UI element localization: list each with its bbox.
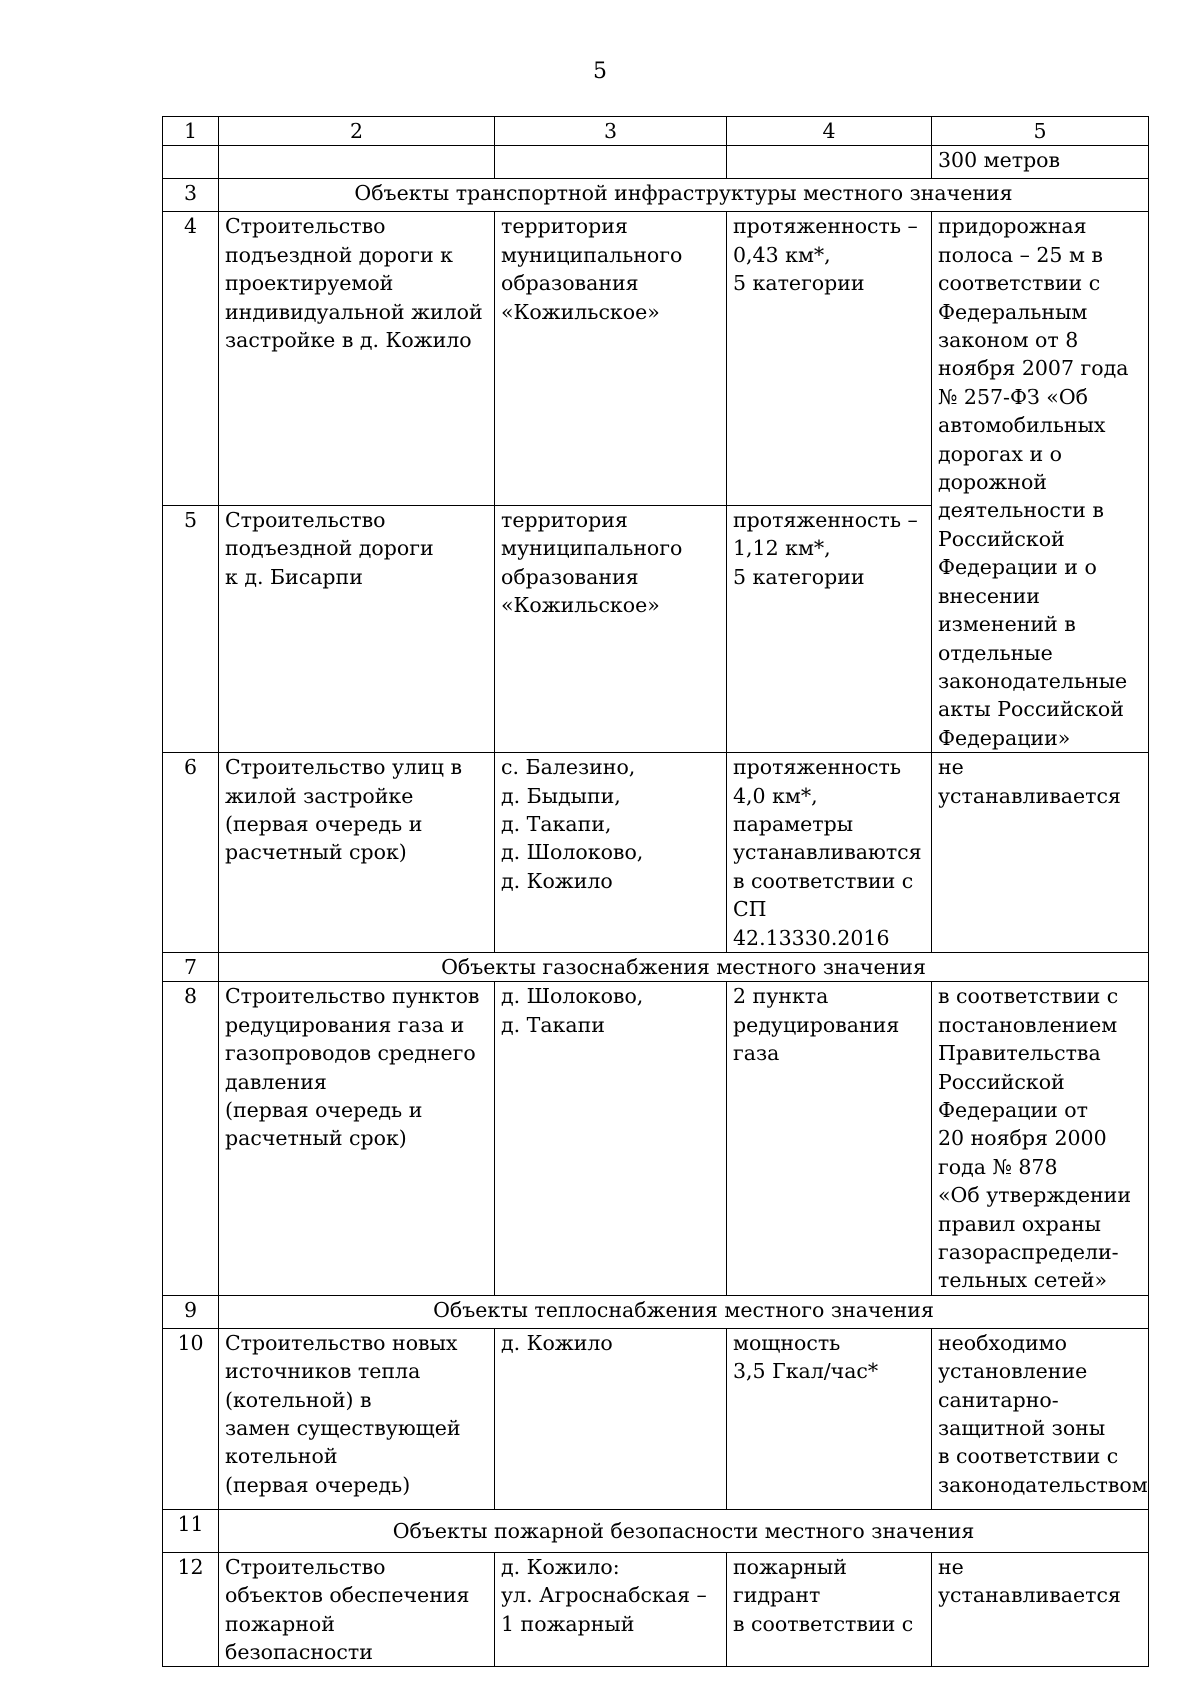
section-title: Объекты транспортной инфраструктуры местного значения — [219, 179, 1149, 212]
table-cell — [495, 146, 727, 179]
row-number: 4 — [163, 212, 219, 505]
section-title: Объекты пожарной безопасности местного значения — [219, 1509, 1149, 1552]
table-cell — [219, 146, 495, 179]
row-number: 11 — [163, 1509, 219, 1552]
parameters-cell: мощность 3,5 Гкал/час* — [727, 1328, 932, 1509]
table-cell — [163, 146, 219, 179]
object-name-cell: Строительство подъездной дороги к проектируемой индивидуальной жилой застройке в д. Кожило — [219, 212, 495, 505]
section-title: Объекты газоснабжения местного значения — [219, 952, 1149, 981]
parameters-cell: пожарный гидрант в соответствии с — [727, 1552, 932, 1667]
section-row-gas — [163, 952, 1149, 981]
zone-cell: в соответствии с постановлением Правительства Российской Федерации от 20 ноября 2000 года № 878 «Об утверждении правил охраны газораспредели- тельных сетей» — [932, 982, 1149, 1295]
row-number: 7 — [163, 952, 219, 981]
column-number-row — [163, 117, 1149, 146]
header-cell: 3 — [495, 117, 727, 146]
row-number: 12 — [163, 1552, 219, 1667]
location-cell: территория муниципального образования «Кожильское» — [495, 505, 727, 752]
header-cell: 4 — [727, 117, 932, 146]
section-row-heat — [163, 1295, 1149, 1328]
location-cell: с. Балезино, д. Быдыпи, д. Такапи, д. Шолоково, д. Кожило — [495, 753, 727, 953]
continuation-row — [163, 146, 1149, 179]
zone-cell: не устанавливается — [932, 1552, 1149, 1667]
page-number: 5 — [593, 59, 607, 84]
table-cell — [727, 146, 932, 179]
row-number: 8 — [163, 982, 219, 1295]
object-name-cell: Строительство новых источников тепла (котельной) в замен существующей котельной (первая очередь) — [219, 1328, 495, 1509]
row-number: 6 — [163, 753, 219, 953]
table-row — [163, 1552, 1149, 1667]
object-name-cell: Строительство объектов обеспечения пожарной безопасности — [219, 1552, 495, 1667]
table-row — [163, 982, 1149, 1295]
parameters-cell: 2 пункта редуцирования газа — [727, 982, 932, 1295]
parameters-cell: протяженность – 0,43 км*, 5 категории — [727, 212, 932, 505]
header-cell: 2 — [219, 117, 495, 146]
object-name-cell: Строительство пунктов редуцирования газа и газопроводов среднего давления (первая очередь и расчетный срок) — [219, 982, 495, 1295]
header-cell: 5 — [932, 117, 1149, 146]
zone-cell: 300 метров — [932, 146, 1149, 179]
table-row — [163, 212, 1149, 505]
section-title: Объекты теплоснабжения местного значения — [219, 1295, 1149, 1328]
object-name-cell: Строительство подъездной дороги к д. Бисарпи — [219, 505, 495, 752]
location-cell: территория муниципального образования «Кожильское» — [495, 212, 727, 505]
object-name-cell: Строительство улиц в жилой застройке (первая очередь и расчетный срок) — [219, 753, 495, 953]
zone-cell: не устанавливается — [932, 753, 1149, 953]
table-row — [163, 1328, 1149, 1509]
header-cell: 1 — [163, 117, 219, 146]
row-number: 10 — [163, 1328, 219, 1509]
location-cell: д. Кожило: ул. Агроснабская – 1 пожарный — [495, 1552, 727, 1667]
parameters-cell: протяженность 4,0 км*, параметры устанавливаются в соответствии с СП 42.13330.2016 — [727, 753, 932, 953]
row-number: 5 — [163, 505, 219, 752]
section-row-fire — [163, 1509, 1149, 1552]
zone-cell: придорожная полоса – 25 м в соответствии с Федеральным законом от 8 ноября 2007 года № 257-ФЗ «Об автомобильных дорогах и о дорожной деятельности в Российской Федерации и о внесении изменений в отдельные законодательные акты Российской Федерации» — [932, 212, 1149, 753]
location-cell: д. Кожило — [495, 1328, 727, 1509]
parameters-cell: протяженность – 1,12 км*, 5 категории — [727, 505, 932, 752]
section-row-transport — [163, 179, 1149, 212]
row-number: 9 — [163, 1295, 219, 1328]
zone-cell: необходимо установление санитарно- защитной зоны в соответствии с законодательством — [932, 1328, 1149, 1509]
planning-objects-table — [162, 116, 1149, 1667]
location-cell: д. Шолоково, д. Такапи — [495, 982, 727, 1295]
row-number: 3 — [163, 179, 219, 212]
table-row — [163, 753, 1149, 953]
